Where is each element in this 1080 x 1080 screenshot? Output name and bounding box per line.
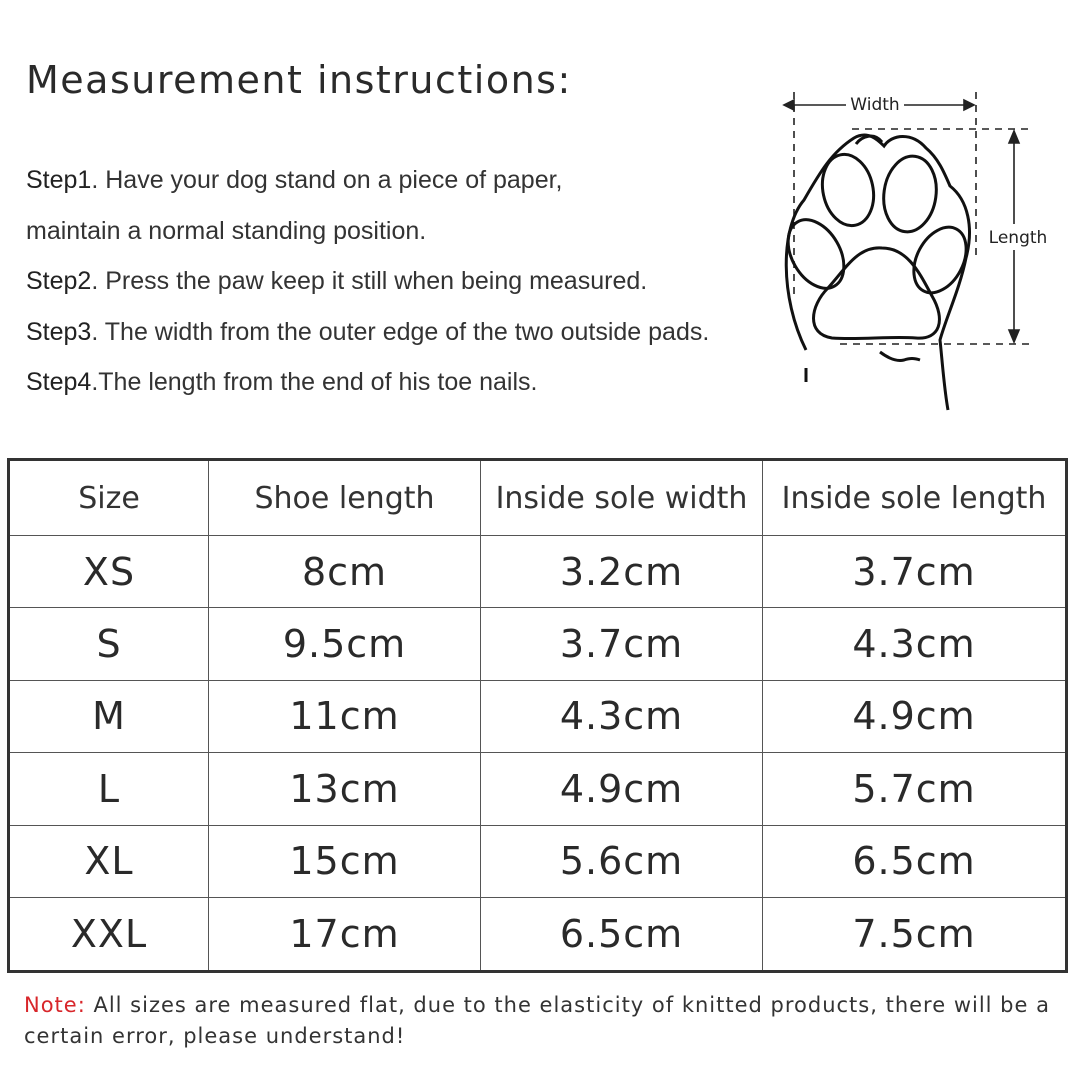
cell-inside-sole-width: 6.5cm — [481, 897, 763, 971]
header-size: Size — [9, 460, 209, 536]
step-1 — [26, 160, 806, 211]
step-text: . The width from the outer edge of the two outside pads. — [91, 317, 710, 346]
cell-size: S — [9, 608, 209, 680]
paw-measurement-diagram — [770, 88, 1070, 418]
step-text: .The length from the end of his toe nails. — [91, 368, 538, 396]
table-row — [9, 608, 1067, 680]
cell-shoe-length: 15cm — [209, 825, 481, 897]
step-4 — [26, 362, 806, 413]
note-label: Note: — [24, 993, 86, 1017]
step-text: . Press the paw keep it still when being measured. — [91, 267, 648, 295]
cell-inside-sole-length: 5.7cm — [763, 753, 1067, 825]
cell-size: M — [9, 680, 209, 752]
cell-inside-sole-length: 7.5cm — [763, 897, 1067, 971]
step-label: Step3 — [26, 317, 92, 346]
cell-size: L — [9, 753, 209, 825]
header-shoe-length: Shoe length — [209, 460, 481, 536]
step-text: maintain a normal standing position. — [26, 216, 427, 245]
cell-inside-sole-length: 6.5cm — [763, 825, 1067, 897]
step-2 — [26, 261, 806, 312]
table-row — [9, 680, 1067, 752]
table-row — [9, 897, 1067, 971]
step-3 — [26, 312, 806, 363]
step-label: Step1 — [26, 166, 92, 194]
width-label: Width — [850, 95, 900, 115]
cell-inside-sole-width: 3.2cm — [481, 536, 763, 608]
cell-size: XL — [9, 825, 209, 897]
cell-inside-sole-width: 4.3cm — [481, 680, 763, 752]
cell-inside-sole-width: 5.6cm — [481, 825, 763, 897]
cell-shoe-length: 17cm — [209, 897, 481, 971]
table-row — [9, 753, 1067, 825]
step-1-continued — [26, 211, 806, 262]
header-inside-sole-width: Inside sole width — [481, 460, 763, 536]
cell-size: XXL — [9, 897, 209, 971]
header-inside-sole-length: Inside sole length — [763, 460, 1067, 536]
table-row — [9, 536, 1067, 608]
cell-inside-sole-width: 4.9cm — [481, 753, 763, 825]
cell-shoe-length: 13cm — [209, 753, 481, 825]
size-chart-table — [7, 458, 1068, 973]
page-title: Measurement instructions: — [26, 58, 572, 102]
step-label: Step2 — [26, 267, 92, 295]
cell-size: XS — [9, 536, 209, 608]
cell-inside-sole-length: 4.3cm — [763, 608, 1067, 680]
note-paragraph — [24, 990, 1064, 1052]
cell-inside-sole-length: 3.7cm — [763, 536, 1067, 608]
note-text: All sizes are measured flat, due to the elasticity of knitted products, there will be a certain error, please understand! — [24, 993, 1050, 1048]
cell-inside-sole-length: 4.9cm — [763, 680, 1067, 752]
cell-shoe-length: 8cm — [209, 536, 481, 608]
cell-shoe-length: 11cm — [209, 680, 481, 752]
cell-inside-sole-width: 3.7cm — [481, 608, 763, 680]
cell-shoe-length: 9.5cm — [209, 608, 481, 680]
step-label: Step4 — [26, 368, 92, 396]
length-label: Length — [988, 228, 1048, 248]
measurement-steps — [26, 160, 806, 413]
table-row — [9, 825, 1067, 897]
step-text: . Have your dog stand on a piece of paper, — [91, 166, 563, 194]
table-header-row — [9, 460, 1067, 536]
